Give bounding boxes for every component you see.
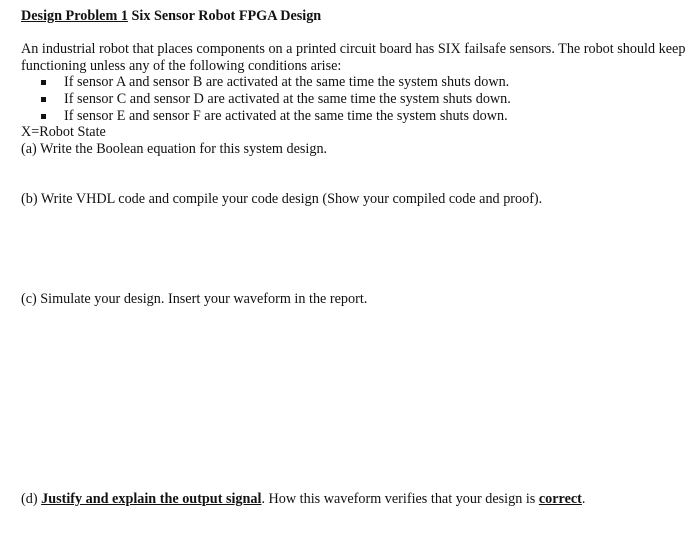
condition-item bbox=[38, 91, 511, 108]
problem-intro: An industrial robot that places components on a printed circuit board has SIX failsafe sensors. The robot should keep functioning unless any of the following conditions arise: bbox=[21, 41, 686, 74]
state-definition: X=Robot State bbox=[21, 124, 106, 140]
condition-list bbox=[38, 74, 511, 125]
condition-text: If sensor C and sensor D are activated at the same time the system shuts down. bbox=[64, 91, 511, 107]
condition-text: If sensor A and sensor B are activated at the same time the system shuts down. bbox=[64, 74, 510, 90]
bullet-square-icon bbox=[41, 114, 46, 119]
condition-text: If sensor E and sensor F are activated at the same time the system shuts down. bbox=[64, 108, 508, 124]
question-d-emphasis-correct: correct bbox=[538, 491, 582, 507]
problem-number-label: Design Problem 1 bbox=[21, 8, 128, 24]
question-d-middle: . How this waveform verifies that your design is bbox=[261, 491, 539, 507]
bullet-square-icon bbox=[41, 80, 46, 85]
problem-title-text: Six Sensor Robot FPGA Design bbox=[127, 8, 322, 24]
question-b: (b) Write VHDL code and compile your code design (Show your compiled code and proof). bbox=[21, 191, 543, 207]
condition-item bbox=[38, 74, 511, 91]
question-a: (a) Write the Boolean equation for this system design. bbox=[21, 141, 328, 157]
question-d-emphasis: Justify and explain the output signal bbox=[41, 491, 262, 507]
question-c: (c) Simulate your design. Insert your waveform in the report. bbox=[21, 291, 368, 307]
question-d bbox=[21, 491, 585, 508]
problem-title bbox=[21, 8, 321, 25]
question-d-prefix: (d) bbox=[21, 491, 42, 507]
question-d-suffix: . bbox=[581, 491, 586, 507]
condition-item bbox=[38, 108, 511, 125]
bullet-square-icon bbox=[41, 97, 46, 102]
